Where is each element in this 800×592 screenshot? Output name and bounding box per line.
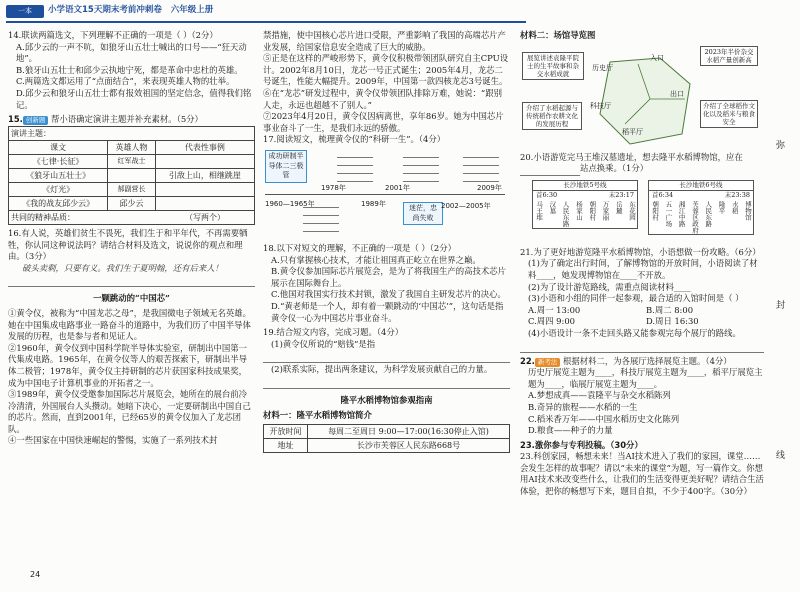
museum-map <box>520 44 764 152</box>
q22-number: 22. <box>520 355 535 366</box>
book-title: 小学语文15天期末考前冲刺卷 六年级上册 <box>48 5 214 15</box>
q17-stem: 17.阅读短文，梳理黄令仪的“科研一生”。（4分） <box>263 134 446 145</box>
column-middle <box>263 30 510 453</box>
q22-fill: 历史厅展览主题为____，科技厅展览主题为____，稻平厅展览主题为____，临展厅展览主题为____。 <box>528 367 763 389</box>
guide-title: 隆平水稻博物馆参观指南 <box>340 394 433 405</box>
q18-option-d: D.“黄老师是一个人，却有着一颗跳动的‘中国芯’”，这句话是指黄令仪一心为中国芯片事业奋斗。 <box>271 300 504 323</box>
metro-line-5: 长沙地铁5号线 首6:30 末23:17 马王堆 汉墓 人民东路 杨家山 朝阳村 万家丽 岳麓 东花园 <box>532 180 638 229</box>
answer-line[interactable] <box>520 341 764 353</box>
exhibit-desc-box: 展览讲述袁隆平院士的生平故事和杂交水稻成就 <box>522 52 584 80</box>
material-2-title: 材料二：场馆导览图 <box>520 30 596 40</box>
header-rule <box>6 21 526 23</box>
innovation-tag: 创新题 <box>23 116 49 125</box>
metro-line-6: 长沙地铁6号线 首6:34 末23:38 朝阳村 五一广场 湘江中路 芙蓉区政府 人民东路 隆平 水稻 博物馆 <box>648 180 754 235</box>
q18-stem: 18.以下对短文的理解，不正确的一项是（ ）（2分） <box>263 242 456 253</box>
exhibit-desc-box: 介绍了全球稻作文化以及稻米与粮食安全 <box>700 100 758 128</box>
margin-char: 线 <box>776 451 786 461</box>
brand-logo: 一本 <box>6 5 44 18</box>
year-label: 2001年 <box>385 183 410 192</box>
answer-lines[interactable] <box>337 150 373 182</box>
answer-line[interactable] <box>263 377 510 389</box>
year-label: 2002—2005年 <box>441 201 491 210</box>
timeline-box: 成功研制半导体二三极管 <box>265 150 307 183</box>
q14-option-b: B.狼牙山五壮士和邱少云执地宁死，都是革命中忠杜的英雄。 <box>16 64 243 75</box>
q21-stem: 21.为了更好地游览隆平水稻博物馆，小语想做一份攻略。（6分） <box>520 246 761 257</box>
binding-margin <box>768 0 796 592</box>
q15-stem: 帮小语确定演讲主题并补充素材。（5分） <box>51 114 203 125</box>
answer-line[interactable] <box>8 275 255 287</box>
table-header: 课文 <box>9 140 108 154</box>
table-row: 《灯光》 郝副营长 <box>9 182 255 196</box>
page-header <box>6 4 306 20</box>
answer-cell[interactable] <box>108 168 156 182</box>
question-17 <box>263 134 510 240</box>
q21-sub1: (1)为了确定出行时间，了解博物馆的开放时间，小语阅读了材料____，她发现博物馆在____不开放。 <box>528 258 758 280</box>
year-label: 1960—1965年 <box>265 199 315 208</box>
table-row: 《我的战友邱少云》 邱少云 <box>9 196 255 210</box>
table-header: 英雄人物 <box>108 140 156 154</box>
year-label: 1978年 <box>321 183 346 192</box>
q18-option-a: A.只有掌握核心技术，才能让祖国真正屹立在世界之巅。 <box>271 254 481 265</box>
speech-topic-cell[interactable]: 演讲主题： <box>9 126 255 140</box>
table-row: 地址 长沙市芙蓉区人民东路668号 <box>264 439 510 453</box>
station-list: 马王堆 汉墓 人民东路 杨家山 朝阳村 万家丽 岳麓 东花园 <box>535 200 636 227</box>
q21-sub4: (4)小语设计一条不走回头路又能参观完每个展厅的路线。 <box>528 327 741 338</box>
grade-label: 六年级上册 <box>170 5 214 15</box>
question-20: 20.小语游览完马王堆汉墓遗址，想去隆平水稻博物馆，应在 站点换乘。（1分） 长沙地铁5号线 首6:30 末23:17 马王堆 汉墓 人民东路 杨家山 朝阳村 万家丽 岳麓 东花园 长沙地铁6号线 首6:34 末23:38 朝阳村 五一广场 湘江中路 芙蓉区政府 人民东路 隆平 水稻 博物馆 <box>520 152 764 244</box>
year-label: 2009年 <box>477 183 502 192</box>
hall-label: 历史厅 <box>592 63 613 72</box>
q23-title: 23.激你参与专利投稿。（30分） <box>520 439 643 450</box>
question-21 <box>520 247 764 353</box>
table-row: 《狼牙山五壮士》 引敌上山，相继跳崖 <box>9 168 255 182</box>
q21-sub2: (2)为了设计游览路线，需重点阅读材料____ <box>528 281 691 292</box>
new-method-tag: 新考法 <box>535 358 561 367</box>
q22-option-d: D.粮食——种子的力量 <box>528 425 613 436</box>
article-paragraph: ②1960年，黄令仪到中国科学院半导体实验室，研制出中国第一代集成电路。1965年，在黄令仪等人的艰苦探索下，研制出半导体二极管；1978年，黄令仪主持研制的芯片获国家科技成果奖，成为中国电子计算机事业的开拓者之一。 <box>8 342 248 388</box>
q18-option-b: B.黄令仪参加国际芯片展览会，是为了将我国生产的高技术芯片展示在国际舞台上。 <box>271 266 506 288</box>
material-1-title: 材料一：隆平水稻博物馆简介 <box>263 410 372 421</box>
article-continuation <box>263 30 510 134</box>
q22-option-b: B.奇异的旅程——水稻的一生 <box>528 401 638 412</box>
article-title: 一颗跳动的“中国芯” <box>93 293 170 304</box>
column-right <box>520 30 764 501</box>
answer-cell[interactable] <box>155 154 254 168</box>
q19-stem: 19.结合短文内容，完成习题。（4分） <box>263 327 404 338</box>
article-paragraph: ⑥在“龙芯”研发过程中，黄令仪带领团队排除万难，她说：“跟别人走，永远也超越不了别人。” <box>263 87 502 110</box>
entrance-label: 入口 <box>650 53 664 62</box>
station-list: 朝阳村 五一广场 湘江中路 芙蓉区政府 人民东路 隆平 水稻 博物馆 <box>651 200 752 234</box>
exit-label: 出口 <box>670 89 684 98</box>
reading-article <box>8 293 255 447</box>
quality-cell[interactable]: 共同的精神品质： （写两个） <box>9 210 255 224</box>
article-paragraph: ⑦2023年4月20日，黄令仪因病离世，享年86岁。她为中国芯片事业奋斗了一生，是我们永远的骄傲。 <box>263 111 504 133</box>
q21-options: A.周一 13:00 B.周二 8:00 C.周四 9:00 D.周日 16:30 <box>528 304 699 327</box>
question-14 <box>8 30 255 111</box>
q22-stem: 根据材料二，为各展厅选择展览主题。（4分） <box>563 355 732 366</box>
q14-option-a: A.邱少云的一声不吭，如狼牙山五壮士喊出的口号——“狂天动地”。 <box>16 41 247 64</box>
museum-guide <box>263 395 510 453</box>
q20-stem: 20.小语游览完马王堆汉墓遗址，想去隆平水稻博物馆，应在 <box>520 151 743 162</box>
table-row: 开放时间 每周二至周日 9:00—17:00(16:30停止入馆) <box>264 425 510 439</box>
margin-char: 封 <box>776 301 786 311</box>
q18-option-c: C.他国对我国实行技术封锁，激发了我国自主研发芯片的决心。 <box>271 289 506 300</box>
exhibit-desc-box: 2023年半价杂交水稻产量创新高 <box>700 46 758 66</box>
research-timeline <box>263 148 510 240</box>
question-18 <box>263 243 510 324</box>
q22-option-c: C.稻米香万年——中国水稻历史文化陈列 <box>528 413 680 424</box>
museum-info-table <box>263 424 510 453</box>
question-23 <box>520 440 764 498</box>
handwritten-answer: 破头卖剩，只要有义。我们生于夏明翰，还有后来人！ <box>22 262 223 273</box>
q22-option-a: A.梦想成真——袁隆平与杂交水稻陈列 <box>528 390 671 401</box>
table-header: 代表性事例 <box>155 140 254 154</box>
q21-sub3: (3)小语和小组的同伴一起参观，最合适的入馆时间是（ ） <box>528 293 744 304</box>
q19-sub2: (2)联系实际，提出两条建议，为科学发展贡献自己的力量。 <box>271 364 493 375</box>
q14-stem: 14.联读两篇选文，下列理解不正确的一项是（ ）（2分） <box>8 30 218 40</box>
q15-number: 15. <box>8 114 23 125</box>
timeline-axis <box>265 194 505 195</box>
answer-blank[interactable] <box>520 163 580 176</box>
metro-map <box>520 178 764 244</box>
q16-stem: 16.有人说，英雄们贫生不畏死，我们生于和平年代，不再需要牺牲，你认同这种说法吗？请结合材料及选文，说说你的观点和理由。（3分） <box>8 227 248 262</box>
question-22 <box>520 356 764 437</box>
question-19 <box>263 327 510 389</box>
page-number: 24 <box>30 569 41 579</box>
table-row: 《七律·长征》 红军战士 <box>9 154 255 168</box>
article-paragraph: ①黄令仪，被称为“中国龙芯之母”，是我国微电子领域无名英雄。她在中国集成电路事业一路奋斗的道路中，为我们历了中国半导体发展的历程，也是参与者和见证人。 <box>8 307 252 342</box>
q14-option-d: D.邱少云和狼牙山五壮士都有报效祖国的坚定信念，值得我们铭记。 <box>16 87 252 110</box>
exhibit-desc-box: 介绍了水稻起源与传统稻作农耕文化的发展历程 <box>522 102 582 130</box>
answer-line[interactable] <box>263 351 510 363</box>
q14-option-c: C.两篇选文都运用了“点面结合”，来表现英雄人物的壮举。 <box>16 76 235 87</box>
answer-cell[interactable] <box>155 196 254 210</box>
column-left <box>8 30 255 447</box>
article-paragraph: ③1989年，黄令仪受邀参加国际芯片展览会，她所在的展台前冷冷清清，外国展台人头攒动。她暗下决心，一定要研制出中国自己的芯片。然而，直到2001年，已经65岁的黄令仪加入了龙芯团队。 <box>8 389 251 434</box>
answer-lines[interactable] <box>403 150 439 182</box>
hall-label: 稻平厅 <box>622 127 643 136</box>
question-15 <box>8 114 255 225</box>
timeline-box: 迷茫，忠尚失败 <box>403 202 443 225</box>
question-16 <box>8 228 255 287</box>
speech-table <box>8 126 255 225</box>
year-label: 1989年 <box>361 199 386 208</box>
article-paragraph: ⑤正是在这样的严峻形势下，黄令仪积极带领团队研究自主CPU设计。2002年8月10日，龙芯一号正式诞生；2005年4月，龙芯二号诞生，性能大幅提升。2009年，中国第一款四核龙芯3号诞生。 <box>263 53 509 87</box>
answer-cell[interactable] <box>155 182 254 196</box>
q19-sub1: (1)黄令仪所说的“赔钱”是指 <box>271 338 376 349</box>
margin-char: 弥 <box>776 141 786 151</box>
hall-label: 科技厅 <box>590 101 611 110</box>
q23-prompt: 23.科创家园，畅想未来！当AI技术进入了我们的家园，课堂……会发生怎样的故事呢？请以“未来的课堂”为题，写一篇作文。你想用AI技术来改变些什么，让我们的生活变得更美好呢？请结合生活体验，把你的畅想写下来，题目自拟，不少于400字。（30分） <box>520 451 764 497</box>
article-paragraph: 禁措施，使中国核心芯片进口受限，严重影响了我国的高端芯片产业发展，给国家信息安全造成了巨大的威胁。 <box>263 30 506 52</box>
article-paragraph: ④一些国家在中国快速崛起的警惕，实施了一系列技术封 <box>8 435 218 446</box>
answer-lines[interactable] <box>463 150 499 182</box>
